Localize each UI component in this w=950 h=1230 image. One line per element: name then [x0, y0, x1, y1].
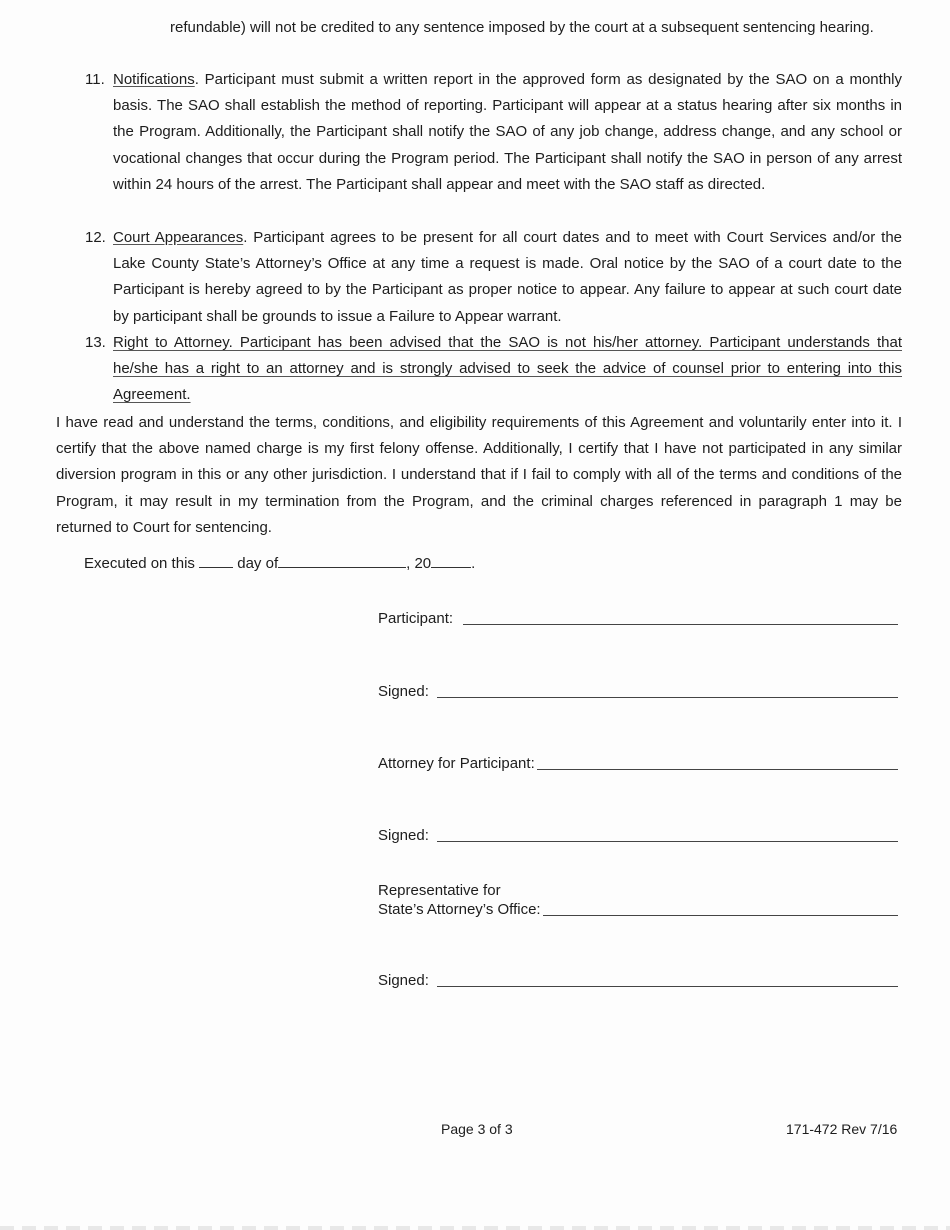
page-number: Page 3 of 3 — [441, 1121, 513, 1137]
attorney-line[interactable] — [537, 769, 898, 770]
item-court-appearances — [85, 225, 902, 330]
representative-label-line2: State’s Attorney’s Office: — [378, 901, 541, 918]
representative-signed-line[interactable] — [437, 986, 898, 987]
month-blank[interactable] — [278, 553, 406, 568]
scan-edge-divider — [0, 1226, 950, 1230]
item-text: . Participant agrees to be present for all court dates and to meet with Court Services and/or the Lake County State’s Attorney’s Office at any time a request is made. Oral notice by the SAO of a court date to the Participant is hereby agreed to by the Participant as proper notice to appear. Any failure to appear at such court date by participant shall be grounds to issue a Failure to Appear warrant. — [113, 229, 903, 325]
year-blank[interactable] — [431, 553, 471, 568]
item-number: 11. — [85, 71, 105, 88]
attorney-signature-row — [378, 754, 898, 773]
executed-prefix: Executed on this — [84, 555, 195, 572]
signed-label: Signed: — [378, 972, 429, 989]
executed-year-prefix: , 20 — [406, 555, 432, 572]
participant-signed-row — [378, 682, 898, 701]
item-number: 13. — [85, 334, 106, 351]
closing-paragraph: I have read and understand the terms, conditions, and eligibility requirements of this Agreement and voluntarily enter into it. I certify that the above named charge is my first felony offense. Additionally, I certify that I have not participated in any similar diversion program in this or any other jurisdiction. I understand that if I fail to comply with all of the terms and conditions of the Program, it may result in my termination from the Program, and the criminal charges referenced in paragraph 1 may be returned to Court for sentencing. — [56, 414, 902, 536]
attorney-label: Attorney for Participant: — [378, 755, 535, 772]
form-id: 171-472 Rev 7/16 — [786, 1121, 898, 1137]
representative-signed-row — [378, 971, 898, 990]
item-heading: Notifications — [113, 71, 195, 88]
executed-line — [84, 553, 475, 575]
representative-signature-row — [378, 881, 898, 919]
participant-line[interactable] — [463, 624, 898, 625]
item-text: Right to Attorney. Participant has been advised that the SAO is not his/her attorney. Participant understands that he/she has a right to an attorney and is strongly advised to seek the advice of counsel prior to entering into this Agreement. — [113, 334, 902, 404]
participant-label: Participant: — [378, 610, 454, 627]
representative-label — [378, 881, 541, 919]
attorney-signed-row — [378, 826, 898, 845]
item-right-to-attorney — [85, 330, 902, 409]
executed-suffix: . — [471, 555, 476, 572]
participant-signed-line[interactable] — [437, 697, 898, 698]
participant-signature-row — [378, 609, 898, 628]
item-notifications — [85, 67, 902, 198]
item-heading: Court Appearances — [113, 229, 244, 246]
signed-label: Signed: — [378, 827, 429, 844]
executed-day-of: day of — [237, 555, 279, 572]
item-number: 12. — [85, 229, 106, 246]
continuation-paragraph: refundable) will not be credited to any sentence imposed by the court at a subsequent sentencing hearing. — [170, 19, 874, 36]
item-text: . Participant must submit a written report in the approved form as designated by the SAO on a monthly basis. The SAO shall establish the method of reporting. Participant will appear at a status hearing after six months in the Program. Additionally, the Participant shall notify the SAO of any job change, address change, and any school or vocational changes that occur during the Program period. The Participant shall notify the SAO in person of any arrest within 24 hours of the arrest. The Participant shall appear and meet with the SAO staff as directed. — [113, 71, 902, 193]
attorney-signed-line[interactable] — [437, 841, 898, 842]
representative-line[interactable] — [543, 915, 898, 916]
day-blank[interactable] — [199, 553, 233, 568]
representative-label-line1: Representative for — [378, 882, 501, 899]
signed-label: Signed: — [378, 683, 429, 700]
